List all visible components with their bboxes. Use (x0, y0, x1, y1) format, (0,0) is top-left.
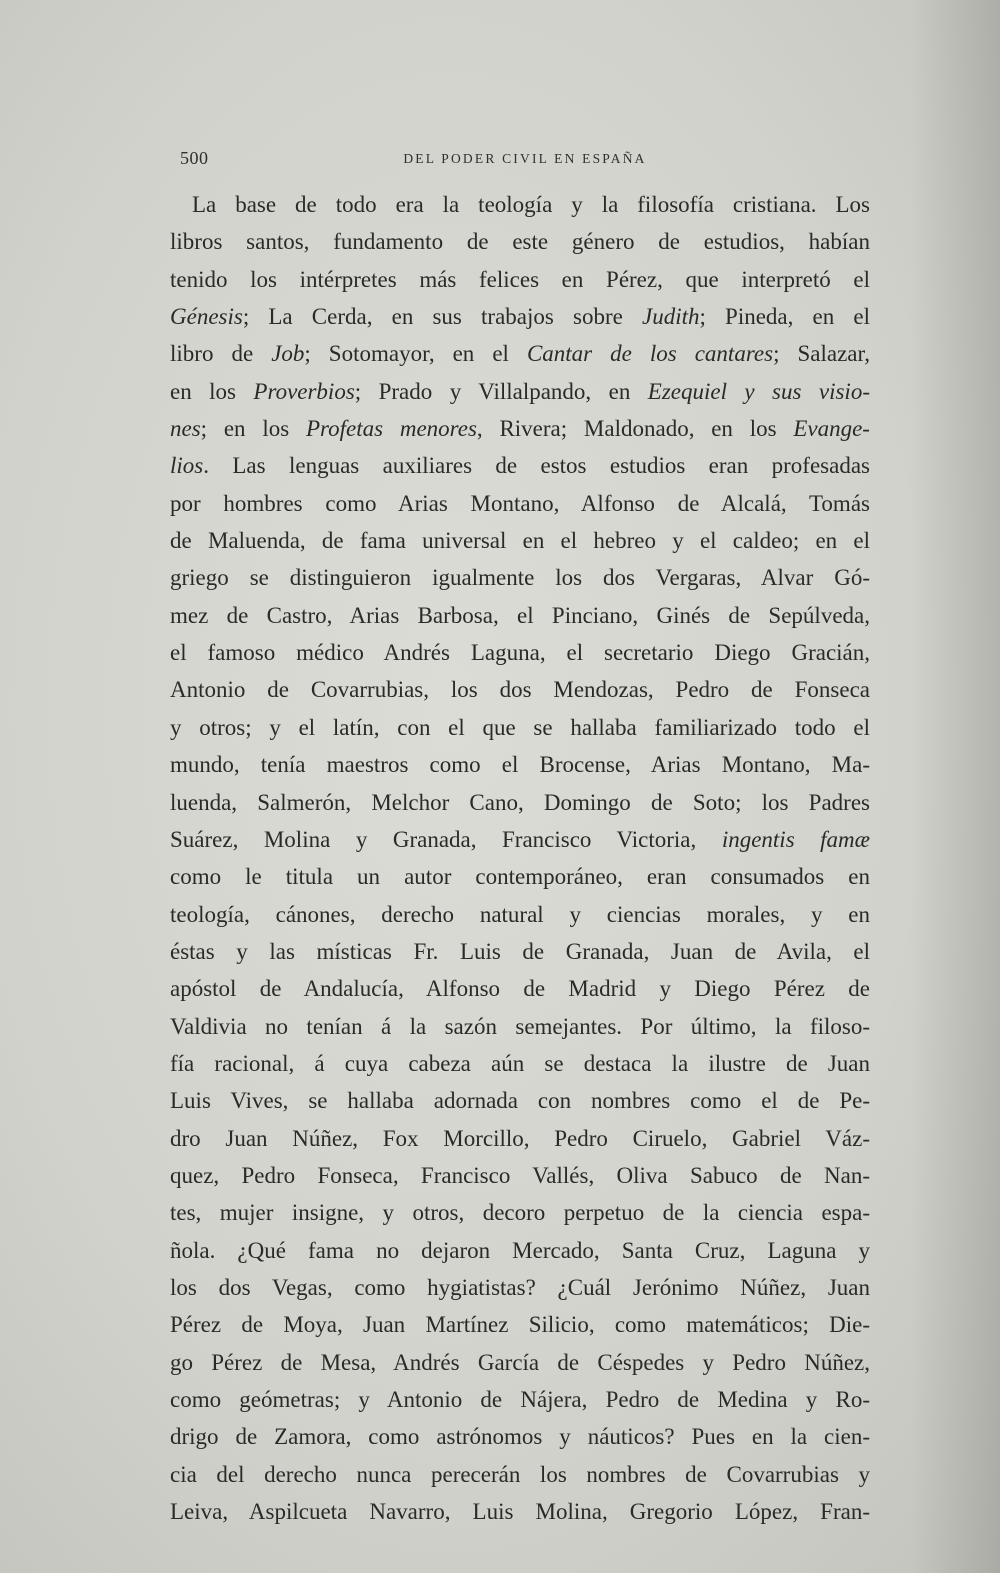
text-segment: como le titula un autor contemporáneo, eran consumados en (170, 864, 870, 890)
italic-title: Génesis (170, 304, 243, 330)
text-line (170, 1082, 870, 1119)
text-line (170, 858, 870, 895)
text-segment: por hombres como Arias Montano, Alfonso de Alcalá, Tomás (170, 490, 870, 516)
text-line (170, 373, 870, 410)
text-line (170, 298, 870, 335)
text-line (170, 597, 870, 634)
italic-title: nes (170, 416, 201, 442)
text-segment: mundo, tenía maestros como el Brocense, Arias Montano, Ma- (170, 752, 870, 778)
text-segment: mez de Castro, Arias Barbosa, el Pinciano, Ginés de Sepúlveda, (170, 602, 870, 628)
italic-title: ingentis famæ (721, 826, 871, 852)
italic-title: lios (170, 453, 204, 479)
text-line (170, 784, 870, 821)
text-segment: La base de todo era la teología y la filosofía cristiana. Los (192, 192, 870, 217)
text-segment: ; Prado y Villalpando, en (354, 378, 648, 404)
text-line (170, 896, 870, 933)
text-segment: Pérez de Moya, Juan Martínez Silicio, como matemáticos; Die- (170, 1312, 870, 1338)
italic-title: Evange- (793, 416, 870, 442)
text-segment: tenido los intérpretes más felices en Pérez, que interpretó el (170, 266, 870, 292)
text-line (170, 1269, 870, 1306)
text-line (170, 261, 870, 298)
running-head (180, 148, 870, 172)
text-line (170, 1418, 870, 1455)
text-segment: dro Juan Núñez, Fox Morcillo, Pedro Ciruelo, Gabriel Váz- (170, 1125, 870, 1151)
text-line (170, 1157, 870, 1194)
italic-title: Judith (641, 304, 700, 330)
text-line (170, 1344, 870, 1381)
text-segment: drigo de Zamora, como astrónomos y náuticos? Pues en la cien- (170, 1424, 870, 1450)
text-line (170, 709, 870, 746)
body-paragraph (170, 186, 870, 1530)
text-segment: ñola. ¿Qué fama no dejaron Mercado, Santa Cruz, Laguna y (170, 1237, 870, 1263)
text-line (170, 970, 870, 1007)
italic-title: Profetas menores (305, 416, 477, 442)
text-segment: los dos Vegas, como hygiatistas? ¿Cuál Jerónimo Núñez, Juan (170, 1274, 870, 1300)
text-segment: de Maluenda, de fama universal en el hebreo y el caldeo; en el (170, 528, 870, 554)
text-segment: apóstol de Andalucía, Alfonso de Madrid y Diego Pérez de (170, 976, 870, 1002)
text-line (170, 410, 870, 447)
text-segment: fía racional, á cuya cabeza aún se destaca la ilustre de Juan (170, 1050, 870, 1076)
text-segment: ; en los (200, 416, 306, 442)
text-line (170, 671, 870, 708)
text-line (170, 335, 870, 372)
text-line (170, 1194, 870, 1231)
text-line (170, 559, 870, 596)
text-line (170, 1120, 870, 1157)
text-segment: griego se distinguieron igualmente los dos Vergaras, Alvar Gó- (170, 565, 870, 591)
text-line (170, 1232, 870, 1269)
text-line (170, 186, 870, 223)
text-segment: teología, cánones, derecho natural y ciencias morales, y en (170, 901, 870, 927)
text-segment: go Pérez de Mesa, Andrés García de Céspedes y Pedro Núñez, (170, 1349, 870, 1375)
text-line (170, 1306, 870, 1343)
text-segment: y otros; y el latín, con el que se hallaba familiarizado todo el (170, 714, 870, 740)
running-title: DEL PODER CIVIL EN ESPAÑA (403, 151, 647, 166)
text-segment: ; Sotomayor, en el (304, 341, 527, 367)
text-segment: ; Salazar, (773, 341, 870, 367)
text-segment: Valdivia no tenían á la sazón semejantes. Por último, la filoso- (170, 1013, 870, 1039)
text-line (170, 1008, 870, 1045)
text-line (170, 746, 870, 783)
text-line (170, 1381, 870, 1418)
text-segment: en los (170, 378, 254, 404)
text-segment: . Las lenguas auxiliares de estos estudios eran profesadas (203, 453, 870, 479)
text-line (170, 223, 870, 260)
text-segment: libros santos, fundamento de este género de estudios, habían (170, 229, 870, 255)
text-line (170, 933, 870, 970)
text-line (170, 1045, 870, 1082)
text-segment: tes, mujer insigne, y otros, decoro perpetuo de la ciencia espa- (170, 1200, 870, 1226)
text-segment: Suárez, Molina y Granada, Francisco Victoria, (170, 826, 722, 852)
text-segment: Leiva, Aspilcueta Navarro, Luis Molina, Gregorio López, Fran- (170, 1499, 870, 1525)
text-line (170, 1493, 870, 1530)
text-line (170, 447, 870, 484)
text-segment: Antonio de Covarrubias, los dos Mendozas, Pedro de Fonseca (170, 677, 870, 703)
text-line (170, 1456, 870, 1493)
text-segment: cia del derecho nunca perecerán los nombres de Covarrubias y (170, 1461, 870, 1487)
text-segment: ; Pineda, en el (699, 304, 870, 330)
text-line (170, 522, 870, 559)
italic-title: Job (271, 341, 305, 367)
page-number: 500 (180, 148, 209, 168)
text-segment: Luis Vives, se hallaba adornada con nombres como el de Pe- (170, 1088, 870, 1114)
italic-title: Ezequiel y sus visio- (647, 378, 870, 404)
text-segment: luenda, Salmerón, Melchor Cano, Domingo de Soto; los Padres (170, 789, 870, 815)
italic-title: Cantar de los cantares (526, 341, 774, 367)
page-shadow-edge (910, 0, 1000, 1573)
text-line (170, 821, 870, 858)
text-line (170, 485, 870, 522)
italic-title: Proverbios (253, 378, 355, 404)
text-segment: el famoso médico Andrés Laguna, el secretario Diego Gracián, (170, 640, 870, 666)
text-segment: quez, Pedro Fonseca, Francisco Vallés, Oliva Sabuco de Nan- (170, 1162, 870, 1188)
text-line (170, 634, 870, 671)
text-segment: , Rivera; Maldonado, en los (476, 416, 794, 442)
text-segment: éstas y las místicas Fr. Luis de Granada, Juan de Avila, el (170, 938, 870, 964)
text-segment: ; La Cerda, en sus trabajos sobre (242, 304, 642, 330)
text-segment: libro de (170, 341, 272, 367)
text-segment: como geómetras; y Antonio de Nájera, Pedro de Medina y Ro- (170, 1387, 870, 1412)
